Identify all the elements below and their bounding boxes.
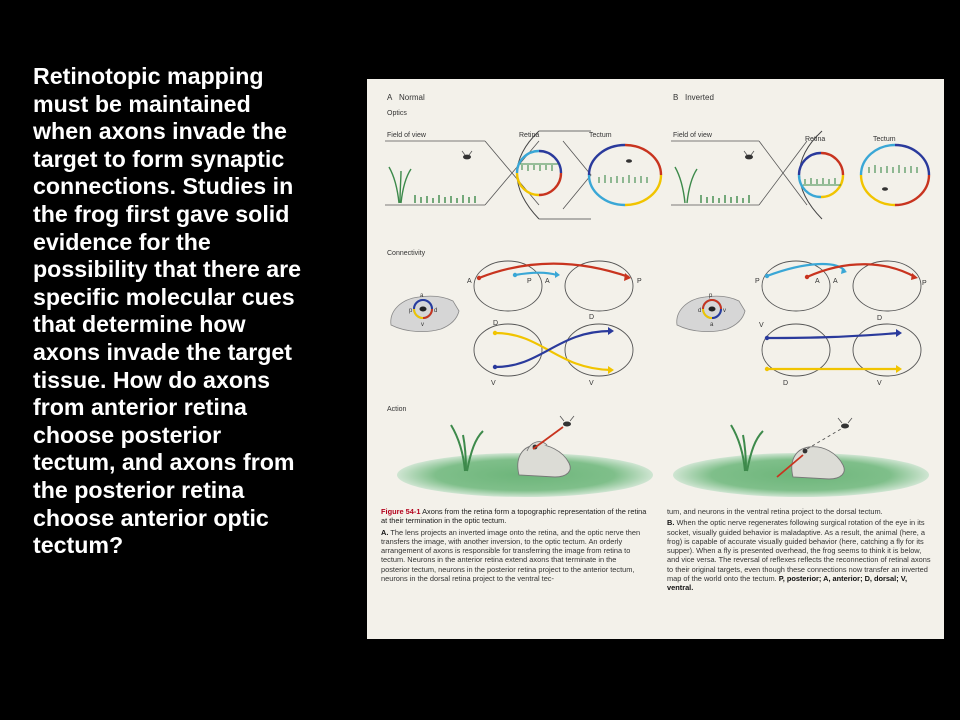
- connectivity-label: Connectivity: [387, 250, 426, 257]
- slide-text-line: specific molecular cues: [33, 283, 295, 310]
- svg-text:V: V: [877, 380, 882, 387]
- figure-title: Axons from the retina form a topographic representation of the retina at their termination in the optic tectum.: [381, 507, 647, 526]
- slide-text-line: evidence for the: [33, 228, 211, 255]
- svg-text:A: A: [467, 278, 472, 285]
- svg-text:V: V: [589, 380, 594, 387]
- grass-icon: [675, 167, 749, 203]
- svg-text:D: D: [493, 320, 499, 327]
- slide-text-line: that determine how: [33, 311, 246, 338]
- svg-text:D: D: [783, 380, 789, 387]
- frog-head-icon: [677, 293, 745, 332]
- svg-text:P: P: [922, 280, 927, 287]
- slide-text-line: tissue. How do axons: [33, 366, 271, 393]
- panel-a-title: Normal: [399, 93, 425, 102]
- tectum-circle: [589, 145, 661, 205]
- svg-text:P: P: [527, 278, 532, 285]
- retina-label: Retina: [519, 132, 540, 139]
- slide-text-line: connections. Studies in: [33, 173, 294, 200]
- frog-head-icon: [391, 293, 459, 332]
- svg-text:v: v: [723, 308, 726, 314]
- panel-b-label: B: [673, 93, 679, 102]
- slide-text-line: Retinotopic mapping: [33, 63, 264, 89]
- slide-text-line: the frog first gave solid: [33, 200, 290, 227]
- panel-b-title: Inverted: [685, 93, 714, 102]
- caption-continuation: tum, and neurons in the ventral retina project to the dorsal tectum.: [667, 507, 883, 516]
- fly-icon: [560, 416, 574, 427]
- slide-text-line: axons invade the target: [33, 338, 293, 365]
- caption-right-column: [667, 507, 933, 595]
- frog-icon: [792, 447, 844, 479]
- caption-b-text: When the optic nerve regenerates following surgical rotation of the eye in its socket, visually guided behavior is maladaptive. As a result, the animal (here, a frog) is capable of accurate visually guided behavior (here, catching a fly for its supper). When a fly is presented overhead, the frog seems to think it is below, and vice versa. The reversal of reflexes reflects the reconnection of retinal axons to their original targets, even though these connections now transfer an inverted map of the world onto the tectum.: [667, 518, 931, 584]
- svg-text:d: d: [434, 308, 438, 314]
- optics-diagram-b: [671, 131, 929, 219]
- optics-label: Optics: [387, 110, 407, 117]
- slide-text-line: must be maintained: [33, 90, 251, 117]
- svg-text:p: p: [409, 308, 413, 314]
- connectivity-diagram-b: [677, 261, 927, 387]
- svg-text:P: P: [637, 278, 642, 285]
- action-label: Action: [387, 406, 407, 413]
- slide-text-line: tectum?: [33, 532, 124, 559]
- caption-left-column: [381, 507, 647, 585]
- slide-text-line: when axons invade the: [33, 118, 287, 145]
- svg-text:D: D: [877, 315, 883, 322]
- svg-text:a: a: [420, 293, 424, 299]
- field-of-view-label: Field of view: [673, 132, 712, 139]
- slide-text-line: choose posterior: [33, 421, 222, 448]
- frog-icon: [518, 442, 570, 477]
- action-scene-b: [673, 418, 929, 497]
- caption-a-text: The lens projects an inverted image onto the retina, and the optic nerve then transfers the image, with another inversion, to the optic tectum. An orderly arrangement of axons is responsible for transferring the image from retina to tectum. Neurons in the anterior retina extend axons that terminate in the posterior tectum, neurons in the posterior retina project to the anterior tectum, neurons in the dorsal retina project to the ventral tec-: [381, 527, 641, 584]
- svg-text:V: V: [491, 380, 496, 387]
- retina-label: Retina: [805, 136, 826, 143]
- optics-diagram-a: [385, 131, 661, 219]
- figure-label: Figure 54-1: [381, 507, 421, 516]
- textbook-figure: [367, 79, 944, 639]
- svg-text:v: v: [421, 322, 424, 328]
- svg-text:a: a: [710, 322, 714, 328]
- panel-a-label: A: [387, 93, 393, 102]
- caption-a-label: A.: [381, 527, 389, 537]
- tectum-label: Tectum: [873, 136, 896, 143]
- field-of-view-label: Field of view: [387, 132, 426, 139]
- figure-illustration: [367, 79, 944, 509]
- fly-icon: [744, 151, 754, 159]
- retina-circle: [799, 153, 843, 197]
- slide-body-text: [33, 63, 358, 560]
- retina-circle: [517, 151, 561, 195]
- svg-text:A: A: [815, 278, 820, 285]
- slide-text-line: target to form synaptic: [33, 145, 285, 172]
- fly-icon: [838, 418, 852, 429]
- slide-text-line: possibility that there are: [33, 256, 302, 283]
- svg-text:D: D: [589, 314, 595, 321]
- connectivity-diagram-a: [391, 261, 642, 387]
- svg-text:A: A: [545, 278, 550, 285]
- caption-b-label: B.: [667, 518, 675, 528]
- grass-icon: [389, 167, 475, 203]
- svg-text:p: p: [709, 293, 713, 299]
- caption-abbreviations: P, posterior; A, anterior; D, dorsal; V, ventral.: [667, 574, 908, 593]
- slide-text-line: the posterior retina: [33, 476, 245, 503]
- action-scene-a: [397, 416, 653, 497]
- fly-icon: [462, 151, 472, 159]
- svg-text:d: d: [698, 308, 702, 314]
- slide-text-line: choose anterior optic: [33, 504, 269, 531]
- svg-text:V: V: [759, 322, 764, 329]
- svg-text:P: P: [755, 278, 760, 285]
- svg-text:A: A: [833, 278, 838, 285]
- figure-caption: [381, 507, 933, 635]
- tectum-label: Tectum: [589, 132, 612, 139]
- slide-text-line: from anterior retina: [33, 394, 247, 421]
- tectum-circle: [861, 145, 929, 205]
- slide-text-line: tectum, and axons from: [33, 449, 295, 476]
